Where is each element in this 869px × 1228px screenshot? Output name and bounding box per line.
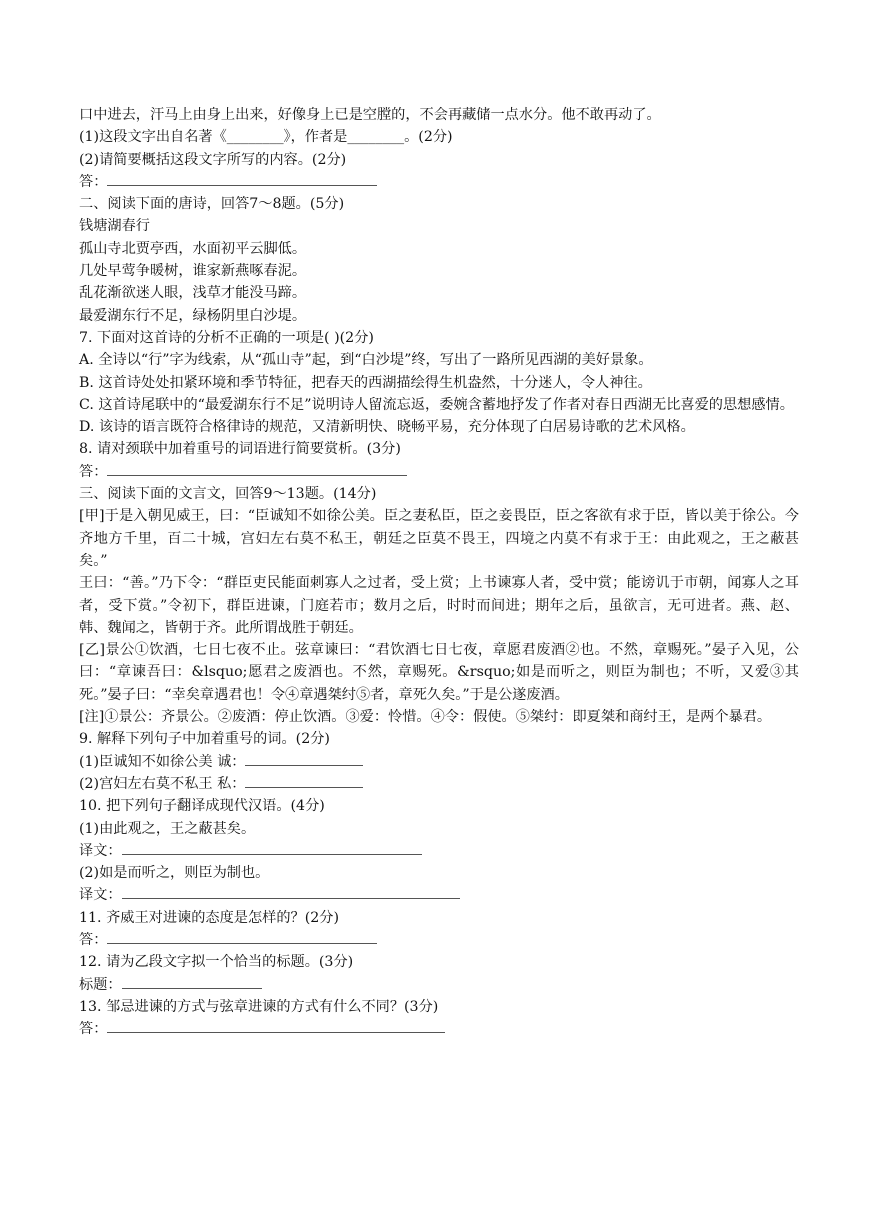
question-10: 10. 把下列句子翻译成现代汉语。(4分) [79,798,325,815]
translation-blank[interactable] [122,884,460,899]
poem-title: 钱塘湖春行 [79,218,150,235]
answer-label: 答： [79,173,108,190]
answer-line [79,1018,799,1040]
translation-label: 译文： [79,887,122,904]
answer-blank[interactable] [107,461,407,476]
question-7-option-d: D. 该诗的语言既符合格律诗的规范，又清新明快、晓畅平易，充分体现了白居易诗歌的艺术风格。 [79,419,695,436]
passage-jia-paragraph-2: 王曰：“善。”乃下令：“群臣吏民能面刺寡人之过者，受上赏；上书谏寡人者，受中赏；能谤讥于市朝，闻寡人之耳者，受下赏。”令初下，群臣进谏，门庭若市；数月之后，时时而间进；期年之后，虽欲言，无可进者。燕、赵、韩、魏闻之，皆朝于齐。此所谓战胜于朝廷。 [79,575,799,636]
passage-jia-paragraph-1: [甲]于是入朝见威王，曰：“臣诚知不如徐公美。臣之妻私臣，臣之妾畏臣，臣之客欲有求于臣，皆以美于徐公。今齐地方千里，百二十城，宫妇左右莫不私王，朝廷之臣莫不畏王，四境之内莫不有求于王：由此观之，王之蔽甚矣。” [79,508,799,569]
worksheet-page [79,104,799,1040]
section-3-heading: 三、阅读下面的文言文，回答9～13题。(14分) [79,486,377,503]
translation-blank[interactable] [122,840,422,855]
title-line [79,974,799,996]
question-7: 7. 下面对这首诗的分析不正确的一项是( )(2分) [79,329,374,346]
question-10-item-1: (1)由此观之，王之蔽甚矣。 [79,820,256,837]
question-13: 13. 邹忌进谏的方式与弦章进谏的方式有什么不同？(3分) [79,998,439,1015]
answer-label: 答： [79,1021,108,1038]
question-11: 11. 齐威王对进谏的态度是怎样的？(2分) [79,909,339,926]
passage-yi: [乙]景公①饮酒，七日七夜不止。弦章谏曰：“君饮酒七日七夜，章愿君废酒②也。不然，章赐死。”晏子入见，公曰：“章谏吾曰：&lsquo;愿君之废酒也。不然，章赐死。&rsquo;如是而听之，则臣为制也；不听，又爱③其死。”晏子曰：“幸矣章遇君也！令④章遇桀纣⑤者，章死久矣。”于是公遂废酒。 [79,642,799,703]
translation-label: 译文： [79,842,122,859]
passage-tail: 口中进去，汗马上由身上出来，好像身上已是空膛的，不会再藏储一点水分。他不敢再动了。 [79,107,661,123]
section-2-heading: 二、阅读下面的唐诗，回答7～8题。(5分) [79,196,345,213]
translation-line [79,840,799,862]
question-7-option-a: A. 全诗以“行”字为线索，从“孤山寺”起，到“白沙堤”终，写出了一路所见西湖的美好景象。 [79,352,653,369]
answer-blank[interactable] [107,1018,445,1033]
answer-blank[interactable] [245,773,363,788]
poem-line: 最爱湖东行不足，绿杨阴里白沙堤。 [79,307,307,324]
question-9-item-2: (2)宫妇左右莫不私王 私： [79,773,799,795]
answer-label: 答： [79,463,108,480]
poem-line: 几处早莺争暖树，谁家新燕啄春泥。 [79,263,307,280]
title-label: 标题： [79,976,122,993]
question-12: 12. 请为乙段文字拟一个恰当的标题。(3分) [79,954,354,971]
poem-line: 乱花渐欲迷人眼，浅草才能没马蹄。 [79,285,307,302]
question-novel-1: (1)这段文字出自名著《________》，作者是________。(2分) [79,129,453,146]
question-novel-2: (2)请简要概括这段文字所写的内容。(2分) [79,151,347,168]
answer-line [79,929,799,951]
answer-blank[interactable] [107,171,377,186]
answer-line [79,461,799,483]
passage-notes: [注]①景公：齐景公。②废酒：停止饮酒。③爱：怜惜。④令：假使。⑤桀纣：即夏桀和商纣王，是两个暴君。 [79,709,772,726]
question-7-option-c: C. 这首诗尾联中的“最爱湖东行不足”说明诗人留流忘返，委婉含蓄地抒发了作者对春日西湖无比喜爱的思想感情。 [79,396,794,413]
question-10-item-2: (2)如是而听之，则臣为制也。 [79,865,270,882]
answer-label: 答： [79,931,108,948]
question-8: 8. 请对颈联中加着重号的词语进行简要赏析。(3分) [79,441,401,458]
translation-line [79,884,799,906]
poem-line: 孤山寺北贾亭西，水面初平云脚低。 [79,240,307,257]
answer-blank[interactable] [245,751,363,766]
question-9: 9. 解释下列句子中加着重号的词。(2分) [79,731,330,748]
question-9-item-1: (1)臣诚知不如徐公美 诚： [79,751,799,773]
title-blank[interactable] [122,974,262,989]
answer-line [79,171,799,193]
answer-blank[interactable] [107,929,377,944]
question-7-option-b: B. 这首诗处处扣紧环境和季节特征，把春天的西湖描绘得生机盎然，十分迷人，令人神往。 [79,374,652,391]
